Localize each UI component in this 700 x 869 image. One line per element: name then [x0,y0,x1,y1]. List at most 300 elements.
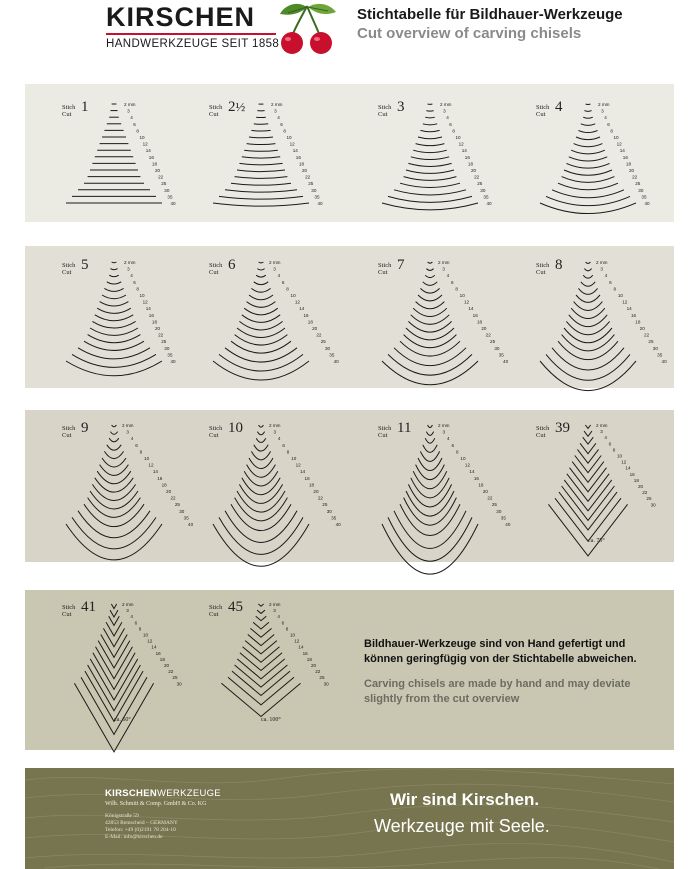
size-label: 6 [451,442,455,448]
sweep-curve [564,480,612,511]
size-label: 14 [145,148,151,154]
sweep-curve [225,348,297,362]
size-label: 6 [282,442,285,448]
brand-tagline: HANDWERKZEUGE SEIT 1858 [106,38,280,50]
handmade-note-en: Carving chisels are made by hand and may deviate slightly from the cut overview [364,678,631,705]
size-label: 10 [139,135,145,140]
size-label: 25 [308,181,314,187]
stich-text: Stich [62,425,76,432]
size-label: 25 [635,181,641,187]
sweep-curve [237,170,285,172]
stich-text: Stich [209,262,223,269]
size-label: 6 [281,620,285,626]
sweep-curve [247,144,276,145]
sweep-curve [231,183,291,185]
sweep-curve [72,517,156,548]
sweep-curve [569,315,607,327]
sweep-curve [416,144,445,146]
sweep-curve [578,288,597,294]
size-label: 2 mm [596,260,608,265]
sweep-curve [78,348,150,359]
profile-number: 2½ [228,99,246,115]
sweep-curve [426,432,433,436]
sweep-curve [425,438,435,443]
size-label: 12 [142,141,148,147]
size-label: 30 [326,508,332,514]
size-label: 8 [136,128,139,134]
sweep-curve [564,170,612,175]
sweep-curve [102,295,126,299]
size-label: 30 [496,508,502,514]
sweep-curve [97,308,131,313]
size-label: 12 [621,459,627,465]
sweep-curve [567,474,609,502]
sweep-curve [95,478,133,492]
footer-slogan-2: Werkzeuge mit Seele. [374,816,550,836]
size-label: 18 [633,477,639,483]
profile-number: 9 [81,420,89,436]
size-label: 16 [472,312,478,318]
sweep-curve [394,190,466,195]
sweep-curve [540,203,636,214]
size-label: 14 [625,465,631,471]
profile-fraction: ½ [235,99,246,114]
sweep-curve [244,471,278,486]
sweep-curve [581,124,595,126]
sweep-curve [408,321,451,332]
stich-text: Stich [62,262,76,269]
size-label: 10 [143,632,149,638]
size-label: 4 [277,614,280,620]
sweep-curve [584,269,591,271]
size-label: 25 [174,502,180,508]
sweep-curve [411,157,449,160]
size-label: 8 [138,626,142,632]
size-label: 14 [151,644,157,650]
stich-text: Stich [378,262,392,269]
sweep-curve [388,354,472,375]
size-label: 14 [469,469,475,475]
size-label: 40 [170,359,176,364]
profile-number: 39 [555,420,570,436]
profile-number: 1 [81,99,89,115]
size-label: 20 [312,326,318,331]
size-label: 35 [167,194,173,200]
size-label: 16 [630,312,637,318]
size-label: 14 [619,148,625,154]
size-label: 12 [458,141,464,147]
size-label: 3 [273,608,276,614]
size-label: 10 [617,293,623,298]
sweep-curve [426,269,433,271]
sweep-curve [112,425,117,427]
sweep-curve [235,498,288,521]
stich-text: Stich [209,104,223,111]
sweep-curve [95,315,133,321]
sweep-curve [416,302,445,309]
size-label: 4 [604,273,608,279]
size-label: 12 [142,299,148,305]
size-label: 25 [477,181,483,187]
cut-text: Cut [378,111,388,118]
sweep-curve [406,170,454,173]
size-label: 8 [612,447,616,453]
sweep-curve [574,144,603,147]
size-label: 4 [130,436,134,442]
sweep-curve [586,262,591,263]
size-label: 25 [648,339,654,345]
sweep-curve [420,130,439,131]
sweep-diagram [536,258,667,383]
size-label: 12 [294,299,300,305]
size-label: 20 [164,663,170,668]
size-label: 20 [311,663,317,668]
size-label: 16 [464,154,470,160]
sweep-diagram [209,258,339,383]
size-label: 18 [467,161,474,167]
sweep-curve [251,130,270,131]
size-label: 12 [464,299,470,305]
size-label: 22 [315,669,321,675]
sweep-curve [584,111,591,112]
cut-text: Cut [62,111,72,118]
sweep-diagram [62,258,182,383]
size-label: 3 [273,429,277,435]
size-label: 12 [464,462,471,468]
sweep-curve [90,491,138,509]
sweep-curve [239,163,282,164]
sweep-curve [254,282,268,285]
sweep-curve [235,335,288,345]
size-label: 40 [486,201,492,206]
size-label: 16 [304,475,310,481]
sweep-curve [562,177,615,183]
size-label: 4 [277,273,281,279]
sweep-curve [552,190,624,198]
brand-name: KIRSCHEN [106,2,256,32]
sweep-curve [72,354,156,367]
angle-note: ca. 100° [261,717,281,723]
sweep-curve [112,262,117,263]
sweep-curve [425,275,435,277]
sweep-curve [231,504,291,530]
sweep-curve [406,491,454,516]
cut-text: Cut [209,611,219,618]
footer-street: Königstraße 59 [105,813,139,819]
profile-number: 6 [228,257,236,273]
profile-number: 41 [81,599,96,615]
size-label: 22 [168,669,174,675]
size-label: 30 [494,345,500,351]
size-label: 30 [176,681,182,687]
sweep-curve [213,361,309,380]
size-label: 10 [290,632,296,638]
size-label: 30 [638,187,644,193]
size-label: 6 [281,279,285,285]
sweep-curve [576,137,600,140]
size-label: 16 [473,475,480,481]
sweep-curve [546,354,630,380]
size-label: 30 [323,681,329,687]
profile-number: 11 [397,420,412,436]
size-label: 12 [294,638,300,644]
sweep-curve [259,262,264,263]
size-label: 14 [626,306,632,312]
sweep-curve [423,445,437,453]
sweep-curve [235,177,288,179]
size-label: 22 [317,495,323,501]
size-label: 8 [283,128,286,134]
sweep-curve [420,451,439,461]
size-label: 4 [277,436,281,442]
size-label: 16 [302,650,308,656]
size-label: 3 [600,266,603,272]
sweep-diagram [209,600,329,725]
size-label: 30 [164,187,170,193]
sweep-curve [578,130,597,132]
size-label: 16 [295,154,301,160]
size-label: 2 mm [122,423,134,428]
size-label: 18 [307,319,313,325]
sweep-curve [423,282,437,286]
size-label: 20 [166,489,172,494]
sweep-curve [564,328,612,343]
sweep-curve [570,468,607,492]
cherry-icon [274,2,342,56]
sweep-curve [98,641,130,668]
size-label: 4 [277,115,280,121]
size-label: 3 [274,108,277,114]
size-label: 10 [139,293,145,298]
size-label: 6 [451,279,454,285]
size-label: 18 [159,656,165,662]
size-label: 14 [292,148,298,154]
size-label: 20 [155,326,161,331]
profile-number: 3 [397,99,405,115]
size-label: 14 [152,469,158,475]
sweep-curve [382,203,478,210]
sweep-curve [239,484,282,503]
sweep-curve [416,465,445,480]
sweep-curve [428,262,433,263]
sweep-curve [571,308,605,318]
size-label: 35 [641,194,647,200]
sweep-curve [107,282,121,284]
size-label: 20 [481,326,487,331]
size-label: 8 [455,449,459,455]
angle-note: ca. 75° [588,538,605,544]
sweep-curve [104,288,123,291]
footer-slogan-1: Wir sind Kirschen. [390,790,540,809]
sweep-curve [245,641,277,654]
size-label: 40 [503,359,509,364]
sweep-curve [110,610,118,617]
size-label: 2 mm [596,423,608,428]
sweep-curve [213,203,309,206]
size-label: 22 [487,495,493,501]
stich-text: Stich [62,604,76,611]
sweep-curve [251,288,270,292]
size-label: 40 [333,359,339,364]
sweep-curve [566,163,609,168]
size-label: 3 [600,429,603,435]
size-label: 35 [500,515,506,521]
sweep-curve [97,471,131,484]
sweep-curve [408,484,451,507]
sweep-curve [411,478,449,498]
sweep-curve [66,361,162,376]
sweep-curve [423,124,437,125]
footer-email: E-Mail: info@kirschen.de [105,834,163,840]
size-label: 2 mm [438,423,450,428]
sweep-curve [413,308,447,316]
stich-text: Stich [378,104,392,111]
size-label: 20 [155,168,161,173]
sweep-curve [219,354,303,371]
size-label: 20 [313,489,319,494]
size-label: 3 [126,608,129,614]
sweep-curve [418,295,442,301]
sweep-curve [232,671,290,695]
sweep-curve [109,275,119,276]
sweep-diagram [62,100,182,225]
sweep-curve [110,432,117,435]
sweep-curve [107,445,121,450]
size-label: 2 mm [124,102,136,107]
profile-number: 45 [228,599,243,615]
sweep-curve [581,282,595,286]
size-label: 10 [460,456,466,461]
size-label: 18 [635,319,641,325]
size-label: 22 [474,174,480,180]
size-label: 2 mm [598,102,610,107]
sweep-diagram [536,421,656,546]
sweep-curve [90,328,138,335]
sweep-curve [256,616,267,620]
sweep-curve [400,341,460,356]
sweep-curve [251,451,270,459]
sweep-curve [586,104,591,105]
sweep-curve [110,269,117,270]
size-label: 8 [286,449,290,455]
sweep-curve [574,302,603,311]
size-label: 18 [478,482,484,488]
size-label: 8 [139,449,143,455]
sweep-curve [248,635,274,646]
size-label: 22 [644,332,650,338]
size-label: 20 [471,168,477,173]
size-label: 2 mm [271,102,283,107]
sweep-curve [244,308,278,315]
size-label: 25 [491,502,497,508]
size-label: 18 [151,319,158,325]
size-label: 3 [442,429,446,435]
size-label: 10 [617,453,623,459]
sweep-diagram [209,421,341,546]
size-label: 30 [652,345,658,351]
sweep-curve [400,504,460,535]
sweep-curve [566,321,609,334]
size-label: 16 [303,312,309,318]
page-header [0,0,700,60]
size-label: 20 [482,489,488,494]
sweep-diagram [62,421,194,546]
sweep-curve [249,295,273,300]
sweep-curve [109,438,119,442]
size-label: 14 [468,306,474,312]
size-label: 22 [170,495,176,501]
size-label: 14 [145,306,151,312]
footer-city: 42853 Remscheid – GERMANY [105,820,178,826]
footer-company: Wilh. Schmitt & Comp. GmbH & Co. KG [105,801,207,807]
size-label: 6 [449,121,452,127]
size-label: 22 [305,174,311,180]
sweep-curve [102,458,126,467]
size-label: 22 [316,332,322,338]
cut-text: Cut [62,269,72,276]
sweep-curve [254,445,268,451]
size-label: 18 [298,161,305,167]
sweep-curve [583,437,594,444]
size-label: 35 [314,194,320,200]
sweep-curve [425,117,435,118]
size-label: 12 [295,462,301,468]
sweep-curve [583,117,593,118]
size-label: 25 [172,675,178,681]
size-label: 8 [286,286,289,292]
size-label: 30 [650,502,656,508]
sweep-curve [418,137,442,139]
size-label: 30 [311,187,317,193]
stich-text: Stich [536,104,550,111]
size-label: 2 mm [269,423,281,428]
size-label: 35 [483,194,489,200]
size-label: 40 [317,201,323,206]
cut-text: Cut [536,111,546,118]
size-label: 8 [285,626,289,632]
size-label: 4 [130,614,133,620]
size-label: 10 [290,293,296,298]
sweep-curve [256,438,266,442]
size-label: 25 [646,496,652,502]
size-label: 18 [151,161,158,167]
sweep-curve [219,196,303,199]
sweep-curve [228,677,294,705]
cut-text: Cut [378,269,388,276]
footer-brand: KIRSCHENWERKZEUGE [105,788,221,799]
sweep-diagram [536,100,656,225]
size-label: 25 [322,502,328,508]
size-label: 14 [298,644,304,650]
size-label: 20 [302,168,308,173]
sweep-curve [221,683,300,716]
sweep-curve [400,183,460,187]
sweep-curve [247,465,276,478]
size-label: 25 [161,181,167,187]
footer [25,768,674,869]
sweep-curve [569,157,607,161]
size-label: 30 [179,508,185,514]
size-label: 8 [610,128,613,134]
sweep-curve [382,361,478,385]
size-label: 6 [609,279,612,285]
size-label: 12 [148,462,154,468]
size-label: 10 [613,135,619,140]
sweep-curve [237,328,285,338]
size-label: 35 [167,352,173,358]
size-label: 25 [320,339,326,345]
cut-text: Cut [209,269,219,276]
